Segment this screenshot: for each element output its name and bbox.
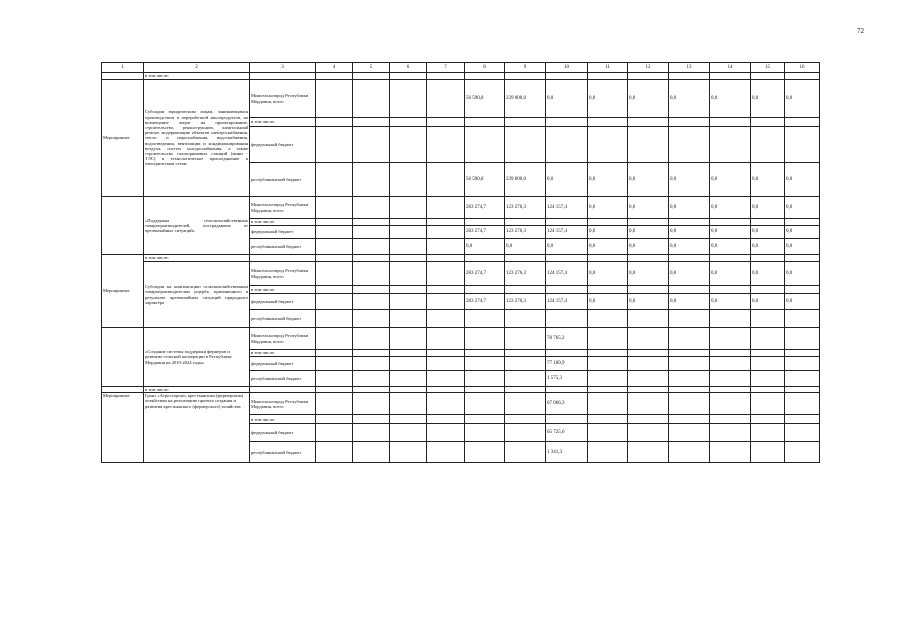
col-header: 14 [710,63,751,73]
value-cell: 0,0 [628,239,669,255]
value-cell: 0,0 [588,226,628,239]
in-that-number-label: в том числе: [144,255,250,262]
source-label: федеральный бюджет [250,424,316,442]
value-cell: 0,0 [588,163,628,197]
value-cell: 0,0 [710,197,751,219]
value-cell: 0,0 [785,80,820,118]
value-cell: 0,0 [588,197,628,219]
col-header: 4 [316,63,353,73]
col-header: 16 [785,63,820,73]
value-cell: 0,0 [751,197,785,219]
value-cell: 123 276,3 [505,197,546,219]
item-description: Субсидии на компенсацию сельскохозяйственным товаропроизводителям ущерба, причиненного в результате чрезвычайных ситуаций природного характера [144,262,250,328]
in-that-number-label: в том числе: [144,73,250,80]
col-header: 9 [505,63,546,73]
table-row [102,197,820,219]
source-label: Минсельхозпрод Республики Мордовия, всего [250,328,316,350]
col-header: 12 [628,63,669,73]
value-cell: 0,0 [710,239,751,255]
item-description: «Создание системы поддержки фермеров и развитие сельской кооперации в Республике Мордовия на 2019-2024 годы» [144,328,250,387]
value-cell: 0,0 [628,226,669,239]
value-cell: 78 765,2 [546,328,588,350]
source-label: в том числе: [250,219,316,226]
value-cell: 0,0 [785,197,820,219]
source-label: Минсельхозпрод Республики Мордовия, всего [250,80,316,118]
source-label: в том числе: [250,118,316,127]
page-number: 72 [857,27,864,35]
source-label: федеральный бюджет [250,226,316,239]
value-cell: 1 341,3 [546,442,588,463]
value-cell: 0,0 [628,294,669,310]
value-cell: 283 274,7 [465,226,505,239]
source-label: республиканский бюджет [250,442,316,463]
col-header: 3 [250,63,316,73]
value-cell: 0,0 [628,197,669,219]
value-cell: 0,0 [588,239,628,255]
col-header: 6 [390,63,427,73]
value-cell: 0,0 [628,163,669,197]
col-header: 7 [427,63,465,73]
value-cell: 0,0 [669,239,710,255]
value-cell: 0,0 [785,294,820,310]
source-label: республиканский бюджет [250,371,316,387]
in-that-number-label: в том числе: [144,387,250,393]
value-cell: 0,0 [669,163,710,197]
value-cell: 124 157,4 [546,197,588,219]
value-cell: 0,0 [628,262,669,286]
item-description: Субсидии юридическим лицам, занимающимся производством и переработкой мясопродуктов, на возмещение затрат на проектирование, строительство, реконструкцию, капитальный ремонт, модернизацию объектов электроснабжения, тепло- и пароснабжения, водоснабжения, водоотведения, вентиляции и кондиционирования воздуха, систем холодоснабжения, а также строительство газопоршневых станций (мини - ТЭС) и технологическое присоединение к электрическим сетям [144,80,250,197]
value-cell: 283 274,7 [465,197,505,219]
value-cell: 0,0 [710,80,751,118]
budget-table [101,62,820,463]
value-cell: 56 590,8 [465,163,505,197]
value-cell: 283 274,7 [465,262,505,286]
value-cell: 0,0 [669,226,710,239]
source-label: республиканский бюджет [250,163,316,197]
value-cell: 124 157,4 [546,294,588,310]
source-label: Минсельхозпрод Республики Мордовия, всего [250,393,316,415]
table-row [102,262,820,286]
table-row [102,328,820,350]
table-row [102,73,820,80]
source-label: федеральный бюджет [250,294,316,310]
value-cell: 0,0 [710,226,751,239]
value-cell: 0,0 [669,262,710,286]
source-label: в том числе: [250,286,316,294]
col-header: 1 [102,63,144,73]
value-cell: 0,0 [546,239,588,255]
col-header: 2 [144,63,250,73]
value-cell: 0,0 [710,163,751,197]
value-cell: 0,0 [785,163,820,197]
value-cell: 239 000,0 [505,163,546,197]
row-type-label: Мероприятие [102,255,144,328]
value-cell: 0,0 [546,163,588,197]
value-cell: 0,0 [751,262,785,286]
value-cell: 123 276,3 [505,226,546,239]
col-header: 13 [669,63,710,73]
value-cell: 0,0 [751,239,785,255]
value-cell: 0,0 [785,239,820,255]
value-cell: 123 276,3 [505,294,546,310]
value-cell: 0,0 [628,80,669,118]
value-cell: 0,0 [669,80,710,118]
value-cell: 0,0 [785,226,820,239]
value-cell: 124 157,4 [546,262,588,286]
value-cell: 283 274,7 [465,294,505,310]
source-label: республиканский бюджет [250,239,316,255]
row-type-label: Мероприятие [102,393,144,463]
source-label: федеральный бюджет [250,127,316,163]
value-cell: 67 066,3 [546,393,588,415]
value-cell: 0,0 [588,80,628,118]
col-header: 10 [546,63,588,73]
value-cell: 0,0 [588,294,628,310]
value-cell: 239 000,0 [505,80,546,118]
value-cell: 123 276,3 [505,262,546,286]
value-cell: 0,0 [669,294,710,310]
value-cell: 1 575,3 [546,371,588,387]
col-header: 8 [465,63,505,73]
value-cell: 0,0 [588,262,628,286]
item-description: «Поддержка сельскохозяйственных товаропроизводителей, пострадавших от чрезвычайных ситуаций» [144,197,250,255]
table-row [102,393,820,415]
value-cell: 0,0 [465,239,505,255]
source-label: в том числе: [250,415,316,424]
value-cell: 0,0 [751,80,785,118]
value-cell: 0,0 [710,262,751,286]
value-cell: 0,0 [751,163,785,197]
col-header: 15 [751,63,785,73]
row-type-label: Мероприятие [102,80,144,197]
value-cell: 0,0 [785,262,820,286]
value-cell: 56 590,8 [465,80,505,118]
source-label: Минсельхозпрод Республики Мордовия, всего [250,262,316,286]
source-label: в том числе: [250,350,316,357]
source-label: республиканский бюджет [250,310,316,328]
source-label: федеральный бюджет [250,357,316,371]
value-cell: 0,0 [751,226,785,239]
value-cell: 0,0 [751,294,785,310]
col-header: 11 [588,63,628,73]
value-cell: 77 189,9 [546,357,588,371]
value-cell: 0,0 [546,80,588,118]
value-cell: 0,0 [710,294,751,310]
item-description: Грант «Агростартап» крестьянским (фермерским) хозяйствам на реализацию проекта создания и развития крестьянского (фермерского) хозяйства [144,393,250,463]
value-cell: 0,0 [669,197,710,219]
header-row [102,63,820,73]
table-row [102,80,820,118]
source-label: Минсельхозпрод Республики Мордовия, всего [250,197,316,219]
table-row [102,255,820,262]
value-cell: 0,0 [505,239,546,255]
col-header: 5 [353,63,390,73]
value-cell: 124 157,4 [546,226,588,239]
value-cell: 65 725,0 [546,424,588,442]
